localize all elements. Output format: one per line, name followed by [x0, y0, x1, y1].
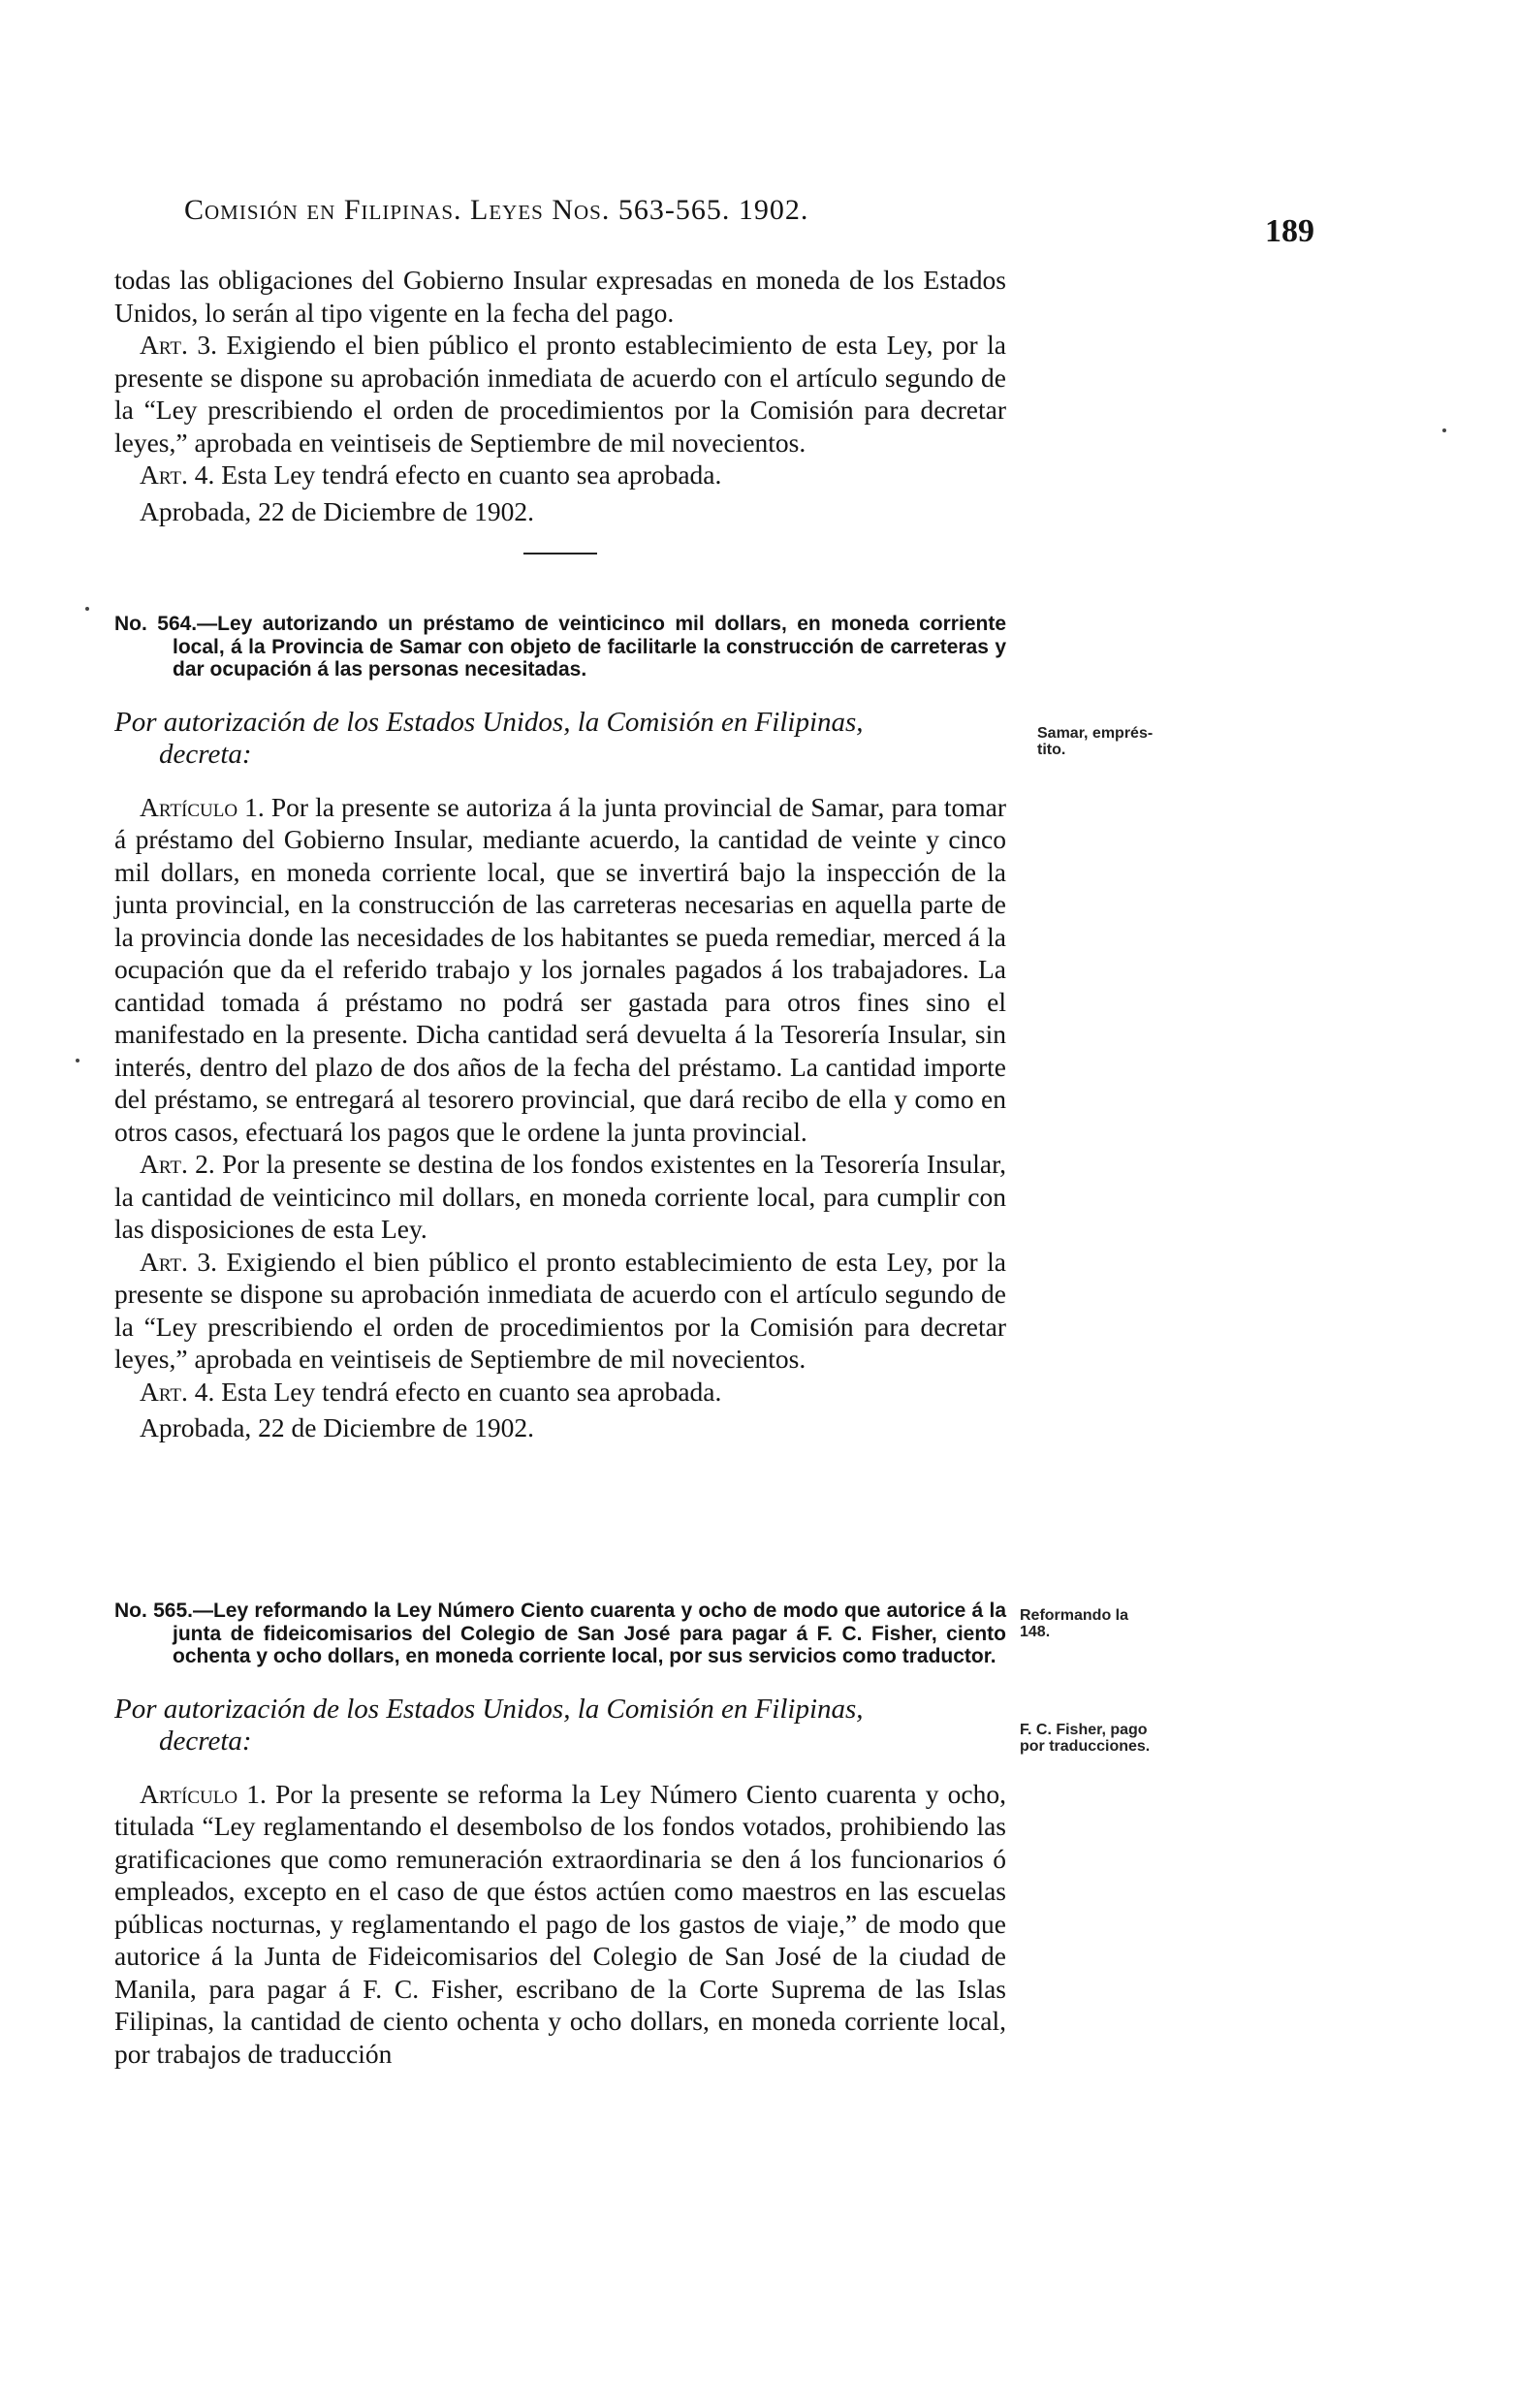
approval-date: Aprobada, 22 de Diciembre de 1902. [140, 1412, 535, 1442]
article-4 [114, 1376, 1006, 1409]
enacting-line: Por autorización de los Estados Unidos, la Comisión en Filipinas, [114, 1693, 864, 1725]
article-text: Exigiendo el bien público el pronto establecimiento de esta Ley, por la presente se dispone su aprobación inmediata de acuerdo con el artículo segundo de la “Ley prescribiendo el orden de procedimientos por la Comisión para decretar leyes,” aprobada en veintiseis de Septiembre de mil novecientos. [114, 1246, 1006, 1374]
article-3 [114, 1246, 1006, 1376]
scan-speck [76, 1059, 79, 1062]
article-4-top [114, 459, 1006, 491]
marginal-note-samar [1037, 725, 1153, 758]
enacting-line: Por autorización de los Estados Unidos, la Comisión en Filipinas, [114, 706, 864, 738]
marginal-note-fisher [1020, 1722, 1150, 1755]
article-1 [114, 1778, 1006, 2071]
law-564 [114, 613, 1006, 1444]
margin-line: Samar, emprés- [1037, 725, 1154, 742]
top-block [114, 264, 1006, 554]
article-text: Exigiendo el bien público el pronto establecimiento de esta Ley, por la presente se dispone su aprobación inmediata de acuerdo con el artículo segundo de la “Ley prescribiendo el orden de procedimientos por la Comisión para decretar leyes,” aprobada en veintiseis de Septiembre de mil novecientos. [114, 330, 1006, 458]
margin-line: Reformando la [1020, 1607, 1129, 1624]
margin-line: 148. [1020, 1624, 1051, 1640]
article-lead: Art. 3. [140, 330, 217, 360]
article-3-top [114, 329, 1006, 459]
article-text: Por la presente se destina de los fondos existentes en la Tesorería Insular, la cantidad de veinticinco mil dollars, en moneda corriente local, para cumplir con las disposiciones de esta Ley. [114, 1149, 1006, 1244]
article-lead: Art. 4. [140, 459, 215, 490]
article-lead: Art. 4. [140, 1376, 215, 1407]
scan-speck [85, 607, 89, 611]
margin-line: tito. [1037, 742, 1066, 758]
margin-line: F. C. Fisher, pago [1020, 1722, 1148, 1738]
article-2 [114, 1148, 1006, 1246]
enacting-clause [114, 707, 1006, 772]
article-lead: Art. 2. [140, 1149, 215, 1179]
article-text: Esta Ley tendrá efecto en cuanto sea aprobada. [214, 459, 722, 490]
article-text: Por la presente se reforma la Ley Número Ciento cuarenta y ocho, titulada “Ley reglamentando el desembolso de los fondos votados, prohibiendo las gratificaciones que como remuneración extraordinaria se den á los funcionarios ó empleados, excepto en el caso de que éstos actúen como maestros en las escuelas públicas nocturnas, y reglamentando el pago de los gastos de viaje,” de modo que autorice á la Junta de Fideicomisarios del Colegio de San José de la ciudad de Manila, para pagar á F. C. Fisher, escribano de la Corte Suprema de las Islas Filipinas, la cantidad de ciento ochenta y ocho dollars, en moneda corriente local, por trabajos de traducción [114, 1778, 1007, 2069]
article-lead: Artículo 1. [140, 1778, 267, 1809]
article-1 [114, 791, 1006, 1149]
article-text: Por la presente se autoriza á la junta provincial de Samar, para tomar á préstamo del Gobierno Insular, mediante acuerdo, la cantidad de veinte y cinco mil dollars, en moneda corriente local, que se invertirá bajo la inspección de la junta provincial, en la construcción de las carreteras necesarias en aquella parte de la provincia donde las necesidades de los habitantes se pueda remediar, merced á la ocupación que da el referido trabajo y los jornales pagados á los trabajadores. La cantidad tomada á préstamo no podrá ser gastada para otros fines sino el manifestado en la presente. Dicha cantidad será devuelta á la Tesorería Insular, sin interés, dentro del plazo de dos años de la fecha del préstamo. La cantidad importe del préstamo, se entregará al tesorero provincial, que dará recibo de ella y como en otros casos, efectuará los pagos que le ordene la junta provincial. [114, 791, 1007, 1147]
article-lead: Artículo 1. [140, 791, 265, 822]
enacting-clause [114, 1694, 1006, 1758]
article-text: Esta Ley tendrá efecto en cuanto sea aprobada. [214, 1376, 722, 1407]
margin-line: por traducciones. [1020, 1738, 1151, 1755]
approval-date: Aprobada, 22 de Diciembre de 1902. [140, 495, 535, 526]
enacting-decreta: decreta: [159, 739, 252, 770]
running-head: Comisión en Filipinas. Leyes Nos. 563-565. 1902. [184, 194, 809, 226]
law-565 [114, 1600, 1006, 2070]
section-divider [523, 553, 597, 554]
marginal-note-reformando [1020, 1607, 1128, 1640]
enacting-decreta: decreta: [159, 1726, 252, 1757]
article-lead: Art. 3. [140, 1246, 217, 1277]
page-number: 189 [1265, 213, 1314, 249]
paragraph-continuation: todas las obligaciones del Gobierno Insular expresadas en moneda de los Estados Unidos, lo serán al tipo vigente en la fecha del pago. [114, 265, 1006, 328]
law-564-title: No. 564.—Ley autorizando un préstamo de veinticinco mil dollars, en moneda corriente local, á la Provincia de Samar con objeto de facilitarle la construcción de carreteras y dar ocupación á las personas necesitadas. [114, 613, 1006, 681]
law-565-title: No. 565.—Ley reformando la Ley Número Ciento cuarenta y ocho de modo que autorice á la junta de fideicomisarios del Colegio de San José para pagar á F. C. Fisher, ciento ochenta y ocho dollars, en moneda corriente local, por sus servicios como traductor. [114, 1600, 1006, 1667]
scan-speck [1442, 428, 1446, 432]
